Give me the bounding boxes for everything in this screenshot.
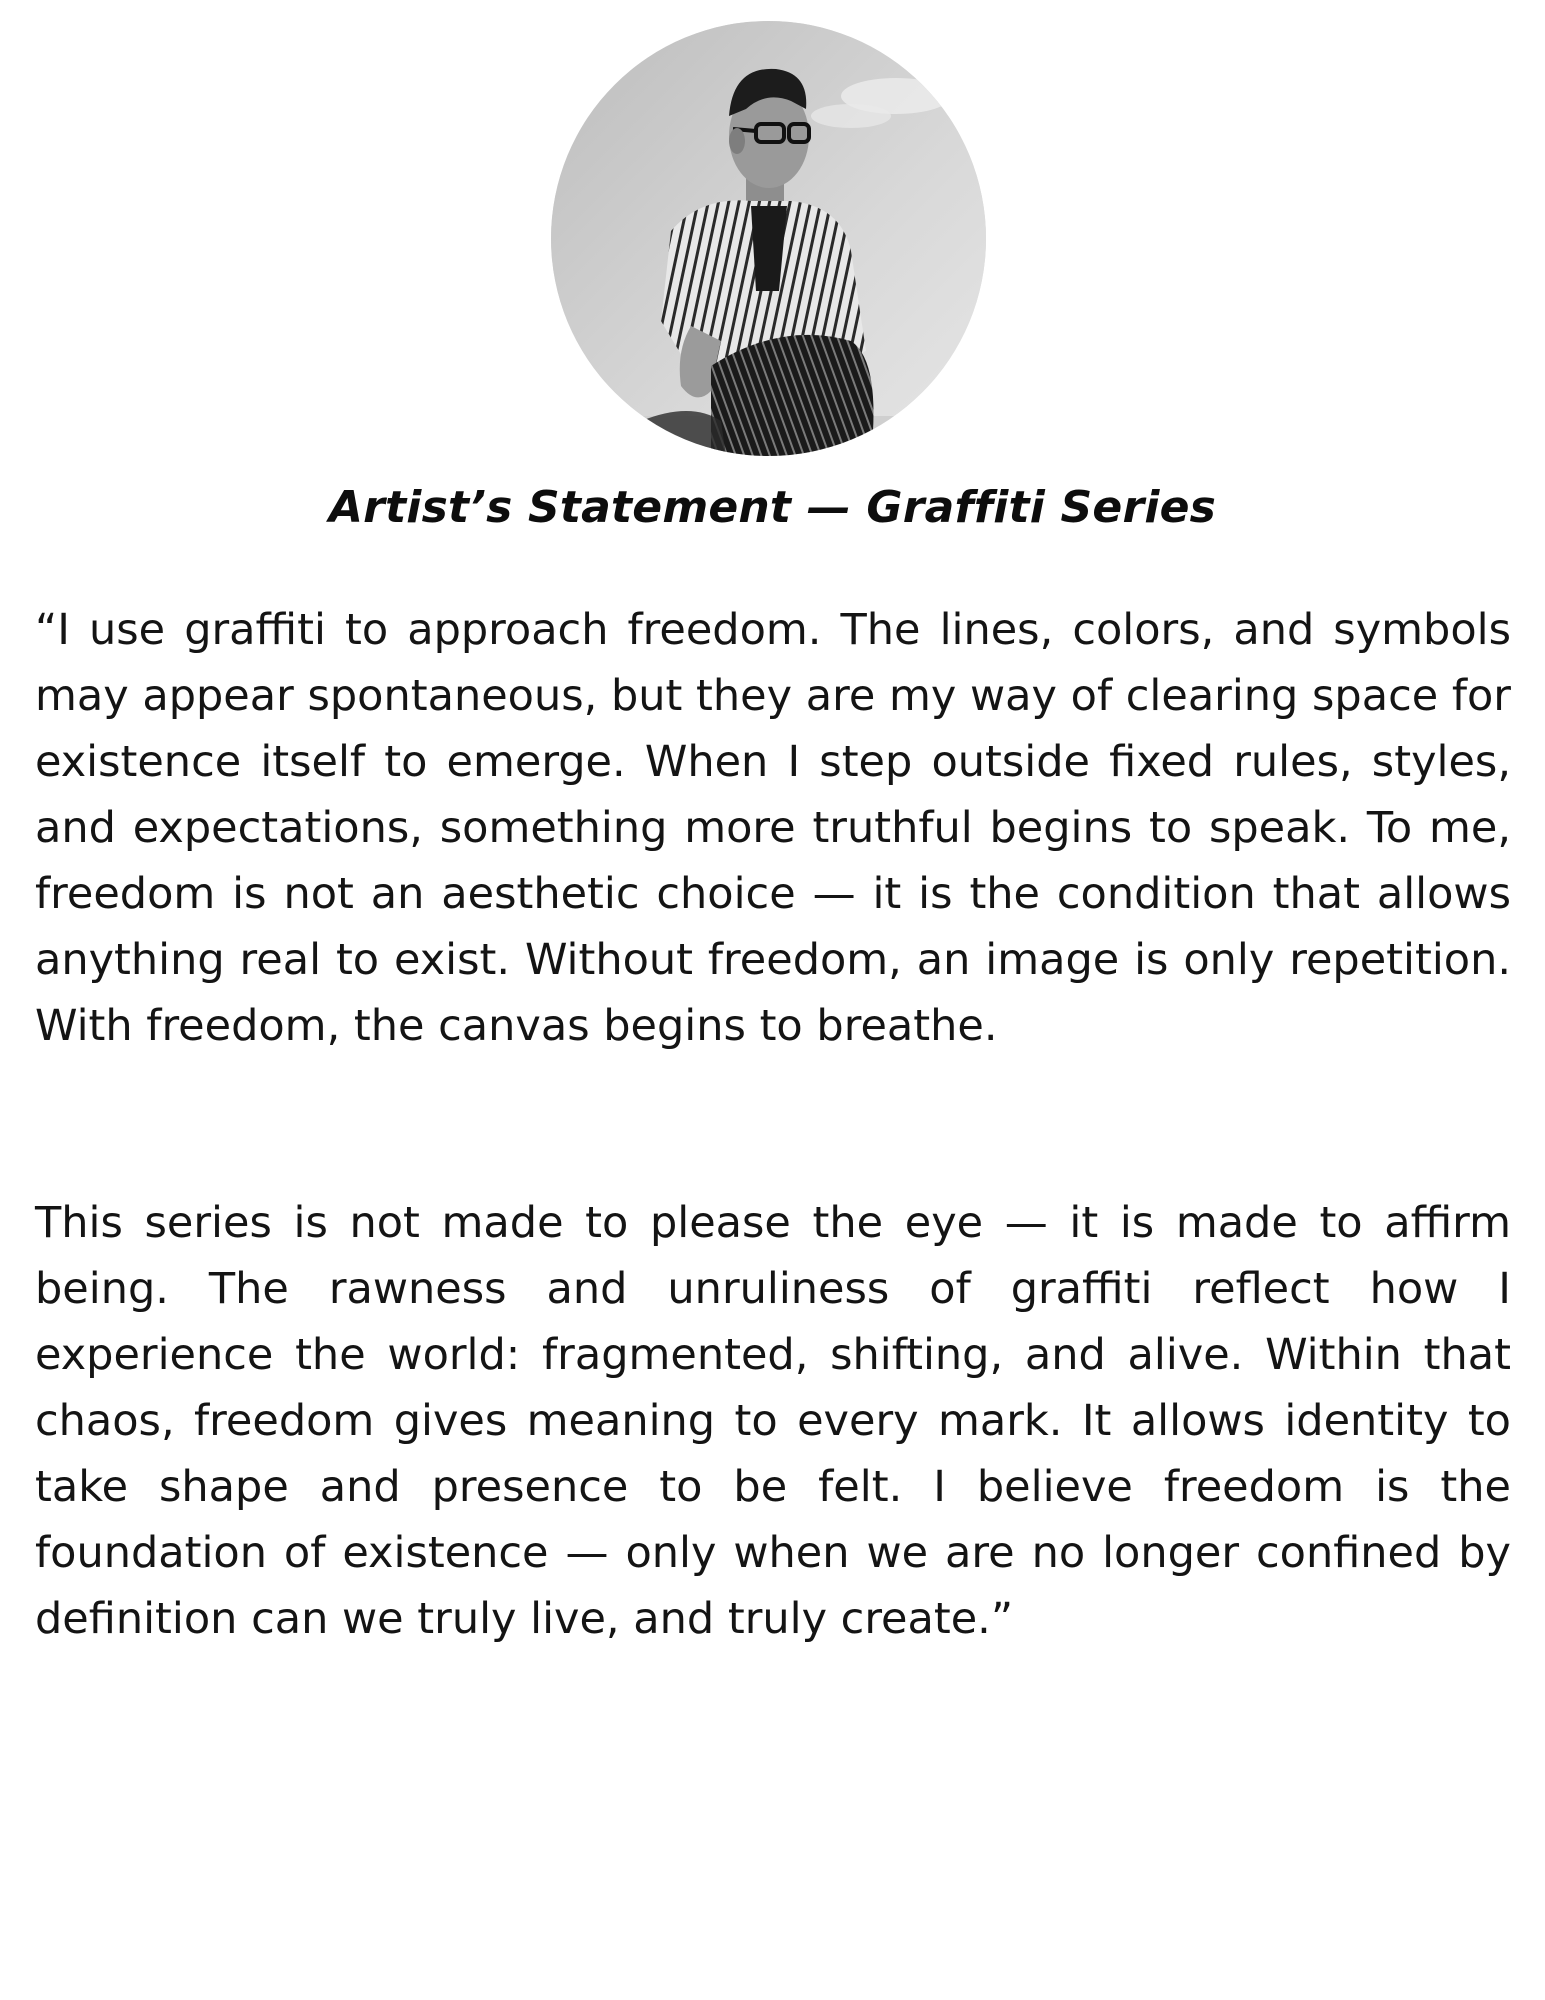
- page-title: Artist’s Statement — Graffiti Series: [328, 482, 1217, 533]
- artist-portrait: [551, 21, 986, 456]
- statement-paragraph-2: This series is not made to please the eye — it is made to affirm being. The rawness and unruliness of graffiti reflect how I experience the world: fragmented, shifting, and alive. Within that chaos, freedom gives meaning to every mark. It allows identity to take shape and presence to be felt. I believe freedom is the foundation of existence — only when we are no longer confined by definition can we truly live, and truly create.”: [35, 1198, 1511, 1644]
- statement-paragraph-1: “I use graffiti to approach freedom. The lines, colors, and symbols may appear spontaneous, but they are my way of clearing space for existence itself to emerge. When I step outside fixed rules, styles, and expectations, something more truthful begins to speak. To me, freedom is not an aesthetic choice — it is the condition that allows anything real to exist. Without freedom, an image is only repetition. With freedom, the canvas begins to breathe.: [35, 605, 1511, 1051]
